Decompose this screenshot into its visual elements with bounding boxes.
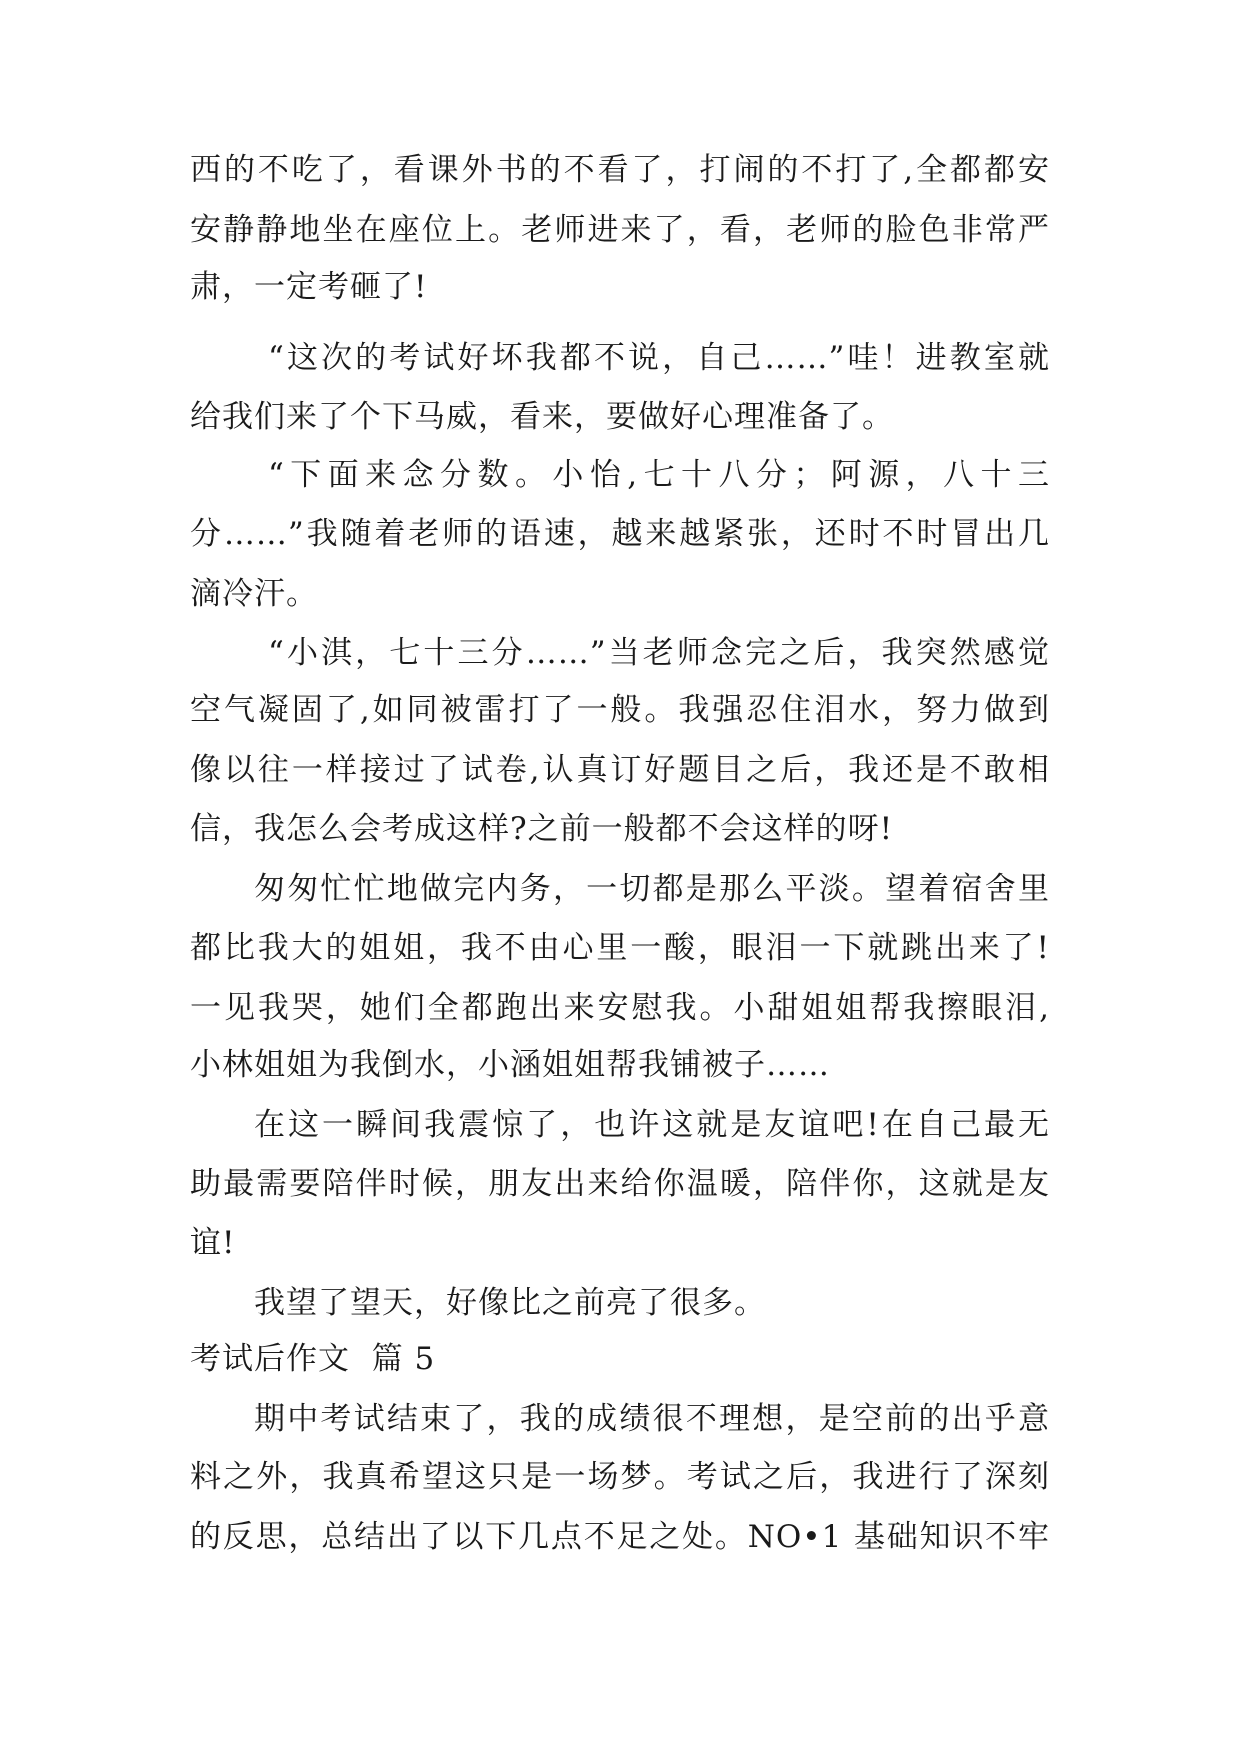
paragraph-line: “下面来念分数。小怡,七十八分；阿源，八十三 (268, 457, 1050, 493)
section-heading: 考试后作文 篇 5 (190, 1341, 436, 1377)
paragraph-line: “这次的考试好坏我都不说，自己……”哇！进教室就 (268, 340, 1050, 376)
paragraph-line: 信，我怎么会考成这样?之前一般都不会这样的呀! (190, 811, 894, 847)
paragraph-line: 像以往一样接过了试卷,认真订好题目之后，我还是不敢相 (190, 752, 1050, 788)
paragraph-line: 小林姐姐为我倒水，小涵姐姐帮我铺被子…… (190, 1047, 830, 1083)
paragraph-line: 都比我大的姐姐，我不由心里一酸，眼泪一下就跳出来了! (190, 930, 1050, 966)
paragraph-line: 安静静地坐在座位上。老师进来了，看，老师的脸色非常严 (190, 212, 1050, 248)
paragraph-line: “小淇，七十三分……”当老师念完之后，我突然感觉 (268, 635, 1050, 671)
paragraph-line: 在这一瞬间我震惊了，也许这就是友谊吧!在自己最无 (254, 1107, 1050, 1143)
paragraph-line: 分……”我随着老师的语速，越来越紧张，还时不时冒出几 (190, 516, 1050, 552)
paragraph-line: 的反思，总结出了以下几点不足之处。NO•1 基础知识不牢 (190, 1519, 1050, 1555)
paragraph-line: 匆匆忙忙地做完内务，一切都是那么平淡。望着宿舍里 (254, 871, 1050, 907)
paragraph-line: 助最需要陪伴时候，朋友出来给你温暖，陪伴你，这就是友 (190, 1166, 1050, 1202)
paragraph-line: 谊! (190, 1225, 236, 1261)
paragraph-line: 空气凝固了,如同被雷打了一般。我强忍住泪水，努力做到 (190, 692, 1050, 728)
paragraph-line: 肃，一定考砸了! (190, 269, 428, 305)
paragraph-line: 给我们来了个下马威，看来，要做好心理准备了。 (190, 399, 894, 435)
paragraph-line: 西的不吃了，看课外书的不看了，打闹的不打了,全都都安 (190, 152, 1050, 188)
paragraph-line: 期中考试结束了，我的成绩很不理想，是空前的出乎意 (254, 1401, 1050, 1437)
paragraph-line: 一见我哭，她们全都跑出来安慰我。小甜姐姐帮我擦眼泪, (190, 990, 1050, 1026)
paragraph-line: 我望了望天，好像比之前亮了很多。 (254, 1285, 766, 1321)
paragraph-line: 滴冷汗。 (190, 576, 318, 612)
paragraph-line: 料之外，我真希望这只是一场梦。考试之后，我进行了深刻 (190, 1459, 1050, 1495)
